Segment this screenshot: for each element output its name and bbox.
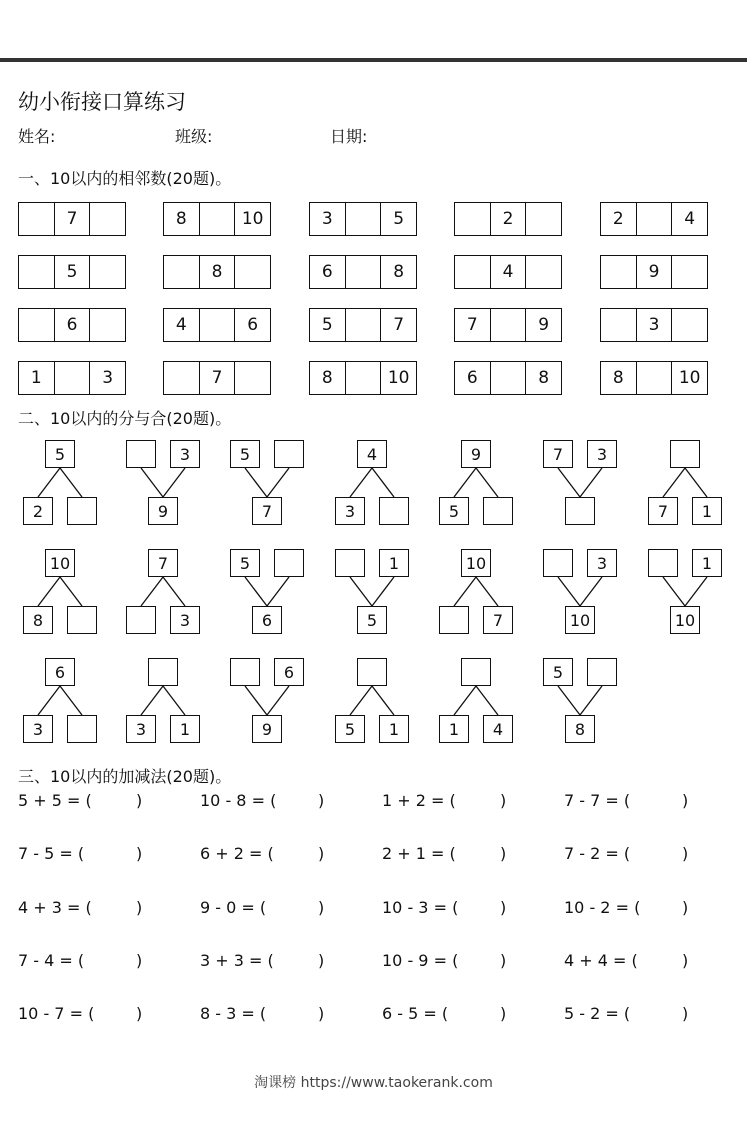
neighbor-cell: 4 [671, 203, 707, 235]
neighbor-cell: 7 [380, 309, 416, 341]
bond-part-box: 1 [692, 549, 722, 577]
bond-line [163, 468, 185, 497]
equation [382, 898, 507, 917]
equation-close-paren: ) [136, 951, 143, 970]
equation-text: 10 - 7 = ( [18, 1004, 95, 1023]
bond-part-box: 5 [230, 549, 260, 577]
bond-part-box: 7 [648, 497, 678, 525]
bond-part-box [274, 549, 304, 577]
bond-line [267, 577, 289, 606]
neighbor-cell: 3 [89, 362, 125, 394]
bond-line [476, 686, 498, 715]
bond-whole-box: 10 [45, 549, 75, 577]
bond-line [685, 577, 707, 606]
bond-line [454, 468, 476, 497]
bond-line [372, 686, 394, 715]
equation [200, 791, 325, 810]
bond-whole-box: 4 [357, 440, 387, 468]
equation [564, 898, 689, 917]
neighbor-cell: 5 [321, 315, 333, 335]
neighbor-cell: 8 [199, 256, 235, 288]
bond-part-box: 3 [23, 715, 53, 743]
neighbor-cell: 6 [466, 368, 478, 388]
equation [200, 844, 325, 863]
bond-whole-box [565, 497, 595, 525]
bond-part-box [126, 606, 156, 634]
neighbor-cell: 6 [321, 262, 333, 282]
equation [564, 951, 689, 970]
bond-part-box: 7 [483, 606, 513, 634]
equation-close-paren: ) [318, 791, 325, 810]
bond-line [141, 686, 163, 715]
equation-close-paren: ) [318, 1004, 325, 1023]
neighbor-cell: 5 [380, 203, 416, 235]
date-field-label: 日期: [330, 127, 368, 146]
bond-part-box: 8 [23, 606, 53, 634]
bond-line [38, 686, 60, 715]
bond-part-box: 3 [170, 606, 200, 634]
bond-part-box: 3 [170, 440, 200, 468]
neighbor-cell: 6 [234, 309, 270, 341]
bond-part-box: 5 [439, 497, 469, 525]
equation-text: 4 + 3 = ( [18, 898, 92, 917]
neighbor-cell: 8 [175, 209, 187, 229]
equation-close-paren: ) [682, 844, 689, 863]
equation-text: 4 + 4 = ( [564, 951, 638, 970]
bond-line [685, 468, 707, 497]
bond-part-box [67, 497, 97, 525]
bond-whole-box: 7 [252, 497, 282, 525]
equation-close-paren: ) [682, 791, 689, 810]
equation-text: 10 - 9 = ( [382, 951, 459, 970]
bond-part-box [483, 497, 513, 525]
bond-whole-box: 9 [148, 497, 178, 525]
equation-text: 7 - 5 = ( [18, 844, 85, 863]
bond-whole-box [357, 658, 387, 686]
equation-close-paren: ) [136, 1004, 143, 1023]
neighbor-cell: 4 [490, 256, 526, 288]
neighbor-cell: 9 [525, 309, 561, 341]
equation-close-paren: ) [500, 791, 507, 810]
neighbor-cell: 10 [380, 362, 416, 394]
section-2-heading: 二、10以内的分与合(20题)。 [18, 409, 232, 428]
neighbor-cell: 6 [54, 309, 90, 341]
bond-line [350, 686, 372, 715]
equation-text: 6 + 2 = ( [200, 844, 274, 863]
bond-line [163, 577, 185, 606]
bond-whole-box: 7 [148, 549, 178, 577]
bond-line [38, 468, 60, 497]
equation [382, 791, 507, 810]
bond-part-box: 1 [692, 497, 722, 525]
bond-line [350, 468, 372, 497]
name-field-label: 姓名: [18, 127, 56, 146]
bond-part-box: 7 [543, 440, 573, 468]
bond-part-box [648, 549, 678, 577]
neighbor-cell: 1 [30, 368, 42, 388]
equation-close-paren: ) [500, 951, 507, 970]
bond-line [580, 468, 602, 497]
bond-part-box [335, 549, 365, 577]
equation-text: 7 - 2 = ( [564, 844, 631, 863]
bond-part-box: 3 [126, 715, 156, 743]
bond-line [38, 577, 60, 606]
bond-whole-box: 8 [565, 715, 595, 743]
equation-text: 6 - 5 = ( [382, 1004, 449, 1023]
bond-line [476, 468, 498, 497]
equation-close-paren: ) [136, 898, 143, 917]
equation-close-paren: ) [500, 844, 507, 863]
equation-close-paren: ) [318, 844, 325, 863]
neighbor-cell: 7 [199, 362, 235, 394]
bond-part-box [230, 658, 260, 686]
equation-text: 8 - 3 = ( [200, 1004, 267, 1023]
neighbor-cell: 8 [525, 362, 561, 394]
neighbor-cell: 4 [175, 315, 187, 335]
bond-whole-box [461, 658, 491, 686]
bond-line [454, 577, 476, 606]
bond-line [267, 686, 289, 715]
equation [18, 898, 143, 917]
equation [200, 1004, 325, 1023]
bond-part-box [67, 606, 97, 634]
bond-line [454, 686, 476, 715]
equation-close-paren: ) [136, 791, 143, 810]
neighbor-cell: 8 [380, 256, 416, 288]
bond-whole-box: 9 [461, 440, 491, 468]
bond-part-box: 1 [379, 715, 409, 743]
equation [18, 791, 143, 810]
bond-part-box: 5 [335, 715, 365, 743]
bond-line [580, 577, 602, 606]
section-3-heading: 三、10以内的加减法(20题)。 [18, 767, 232, 786]
bond-line [245, 686, 267, 715]
bond-line [580, 686, 602, 715]
neighbor-cell: 7 [54, 203, 90, 235]
equation-text: 7 - 7 = ( [564, 791, 631, 810]
equation [200, 898, 325, 917]
equation-close-paren: ) [318, 951, 325, 970]
bond-line [372, 577, 394, 606]
neighbor-cell: 8 [612, 368, 624, 388]
bond-part-box: 1 [170, 715, 200, 743]
equation-text: 5 + 5 = ( [18, 791, 92, 810]
equation-text: 9 - 0 = ( [200, 898, 267, 917]
bond-whole-box: 10 [565, 606, 595, 634]
equation [18, 951, 143, 970]
equation [564, 844, 689, 863]
neighbor-cell: 2 [490, 203, 526, 235]
neighbor-cell: 9 [636, 256, 672, 288]
equation [382, 951, 507, 970]
bond-part-box [274, 440, 304, 468]
equation-close-paren: ) [682, 898, 689, 917]
class-field-label: 班级: [175, 127, 213, 146]
equation [564, 1004, 689, 1023]
bond-line [558, 686, 580, 715]
bond-whole-box: 6 [45, 658, 75, 686]
neighbor-cell: 5 [54, 256, 90, 288]
bond-part-box [379, 497, 409, 525]
equation [18, 844, 143, 863]
bond-whole-box: 5 [357, 606, 387, 634]
equation-close-paren: ) [682, 951, 689, 970]
equation-close-paren: ) [136, 844, 143, 863]
equation-text: 10 - 2 = ( [564, 898, 641, 917]
bond-part-box [587, 658, 617, 686]
equation-close-paren: ) [682, 1004, 689, 1023]
bond-part-box: 1 [439, 715, 469, 743]
bond-whole-box: 6 [252, 606, 282, 634]
bond-line [267, 468, 289, 497]
bond-part-box [439, 606, 469, 634]
bond-line [141, 577, 163, 606]
equation-text: 7 - 4 = ( [18, 951, 85, 970]
bond-part-box: 3 [587, 549, 617, 577]
bond-part-box: 5 [230, 440, 260, 468]
bond-line [60, 686, 82, 715]
page-title: 幼小衔接口算练习 [18, 90, 186, 114]
bond-whole-box: 5 [45, 440, 75, 468]
equation [382, 844, 507, 863]
bond-part-box: 3 [587, 440, 617, 468]
equation [200, 951, 325, 970]
bond-line [663, 468, 685, 497]
footer-url: 淘课榜 https://www.taokerank.com [254, 1075, 493, 1091]
equation [564, 791, 689, 810]
equation-text: 2 + 1 = ( [382, 844, 456, 863]
equation [382, 1004, 507, 1023]
neighbor-cell: 2 [612, 209, 624, 229]
bond-line [60, 468, 82, 497]
bond-whole-box [670, 440, 700, 468]
bond-line [476, 577, 498, 606]
equation-text: 5 - 2 = ( [564, 1004, 631, 1023]
equation-close-paren: ) [500, 1004, 507, 1023]
neighbor-cell: 7 [466, 315, 478, 335]
bond-line [245, 468, 267, 497]
neighbor-cell: 10 [671, 362, 707, 394]
bond-part-box: 6 [274, 658, 304, 686]
equation-text: 3 + 3 = ( [200, 951, 274, 970]
neighbor-cell: 3 [321, 209, 333, 229]
equation-text: 10 - 8 = ( [200, 791, 277, 810]
bond-line [163, 686, 185, 715]
bond-part-box [126, 440, 156, 468]
bond-line [558, 577, 580, 606]
neighbor-cell: 8 [321, 368, 333, 388]
bond-line [663, 577, 685, 606]
equation-text: 10 - 3 = ( [382, 898, 459, 917]
bond-line [245, 577, 267, 606]
neighbor-cell: 3 [636, 309, 672, 341]
bond-part-box [543, 549, 573, 577]
equation [18, 1004, 143, 1023]
bond-part-box: 2 [23, 497, 53, 525]
equation-close-paren: ) [500, 898, 507, 917]
bond-whole-box: 10 [670, 606, 700, 634]
bond-whole-box: 10 [461, 549, 491, 577]
equation-text: 1 + 2 = ( [382, 791, 456, 810]
neighbor-cell: 10 [234, 203, 270, 235]
bond-part-box: 5 [543, 658, 573, 686]
bond-part-box: 4 [483, 715, 513, 743]
bond-line [350, 577, 372, 606]
bond-whole-box: 9 [252, 715, 282, 743]
bond-part-box [67, 715, 97, 743]
equation-close-paren: ) [318, 898, 325, 917]
bond-line [141, 468, 163, 497]
bond-line [372, 468, 394, 497]
bond-line [60, 577, 82, 606]
bond-part-box: 3 [335, 497, 365, 525]
bond-line [558, 468, 580, 497]
bond-part-box: 1 [379, 549, 409, 577]
section-1-heading: 一、10以内的相邻数(20题)。 [18, 169, 232, 188]
bond-whole-box [148, 658, 178, 686]
